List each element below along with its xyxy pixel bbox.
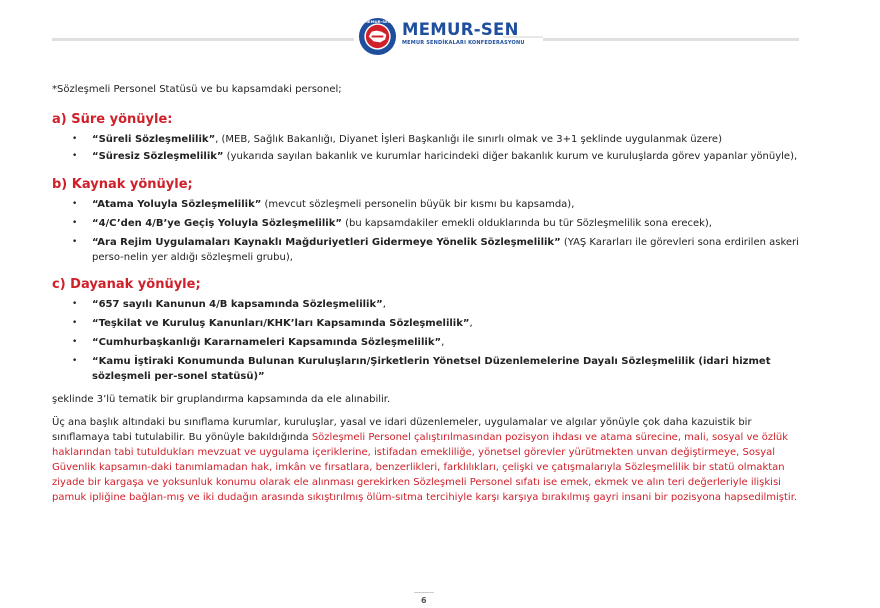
list-item: • “4/C’den 4/B’ye Geçiş Yoluyla Sözleşmelilik” (bu kapsamdakiler emekli olduklarında bu tür Sözleşmelilik sona erecek), bbox=[52, 216, 802, 231]
list-item: • “657 sayılı Kanunun 4/B kapsamında Sözleşmelilik”, bbox=[52, 297, 802, 312]
section-list-c bbox=[52, 297, 802, 384]
logo-ring-text: MEMUR-SEN bbox=[364, 19, 391, 25]
list-item: • “Ara Rejim Uygulamaları Kaynaklı Mağduriyetleri Gidermeye Yönelik Sözleşmelilik” (YAŞ Kararları ile görevleri sona erdirilen askeri perso-nelin yer aldığı sözleşmeli grubu), bbox=[52, 235, 802, 265]
page-number-rule bbox=[414, 592, 434, 593]
section-heading-a: a) Süre yönüyle: bbox=[52, 112, 173, 127]
list-item: • “Süreli Sözleşmelilik”, (MEB, Sağlık Bakanlığı, Diyanet İşleri Başkanlığı ile sınırlı olmak ve 3+1 şeklinde uygulanmak üzere) bbox=[52, 132, 802, 147]
section-list-b bbox=[52, 197, 802, 265]
list-item: • “Atama Yoluyla Sözleşmelilik” (mevcut sözleşmeli personelin büyük bir kısmı bu kapsamda), bbox=[52, 197, 802, 212]
section-heading-c: c) Dayanak yönüyle; bbox=[52, 277, 201, 292]
section-heading-b: b) Kaynak yönüyle; bbox=[52, 177, 193, 192]
brand-block bbox=[402, 21, 525, 46]
closing-highlight-text: Sözleşmeli Personel çalıştırılmasından pozisyon ihdası ve atama sürecine, mali, sosyal ve özlük haklarından tabi tutuldukları mevzuat ve uygulama içeriklerine, istifadan emekliliğe, yönetsel görevler yürütmekten unvan değiştirmeye, Sosyal Güvenlik kapsamın-daki tanımlamadan hak, imkân ve fırsatlara, benzerlikleri, farklılıkları, çelişki ve çatışmalarıyla Sözleşmelilik bir statü olmaktan ziyade bir kargaşa ve yoksunluk konumu olarak ele alınması gerekirken Sözleşmeli Personel sıfatı ise emek, ekmek ve alın teri değerleriyle ilişkisi pamuk ipliğine bağlan-mış ve iki dudağın arasında sıkıştırılmış ölüm-sıtma tercihiyle karşı karşıya bırakılmış gayri insani bir pozisyona hapsedilmiştir. bbox=[52, 432, 798, 503]
memur-sen-logo-icon bbox=[358, 17, 397, 56]
brand-subtitle: MEMUR SENDİKALARI KONFEDERASYONU bbox=[402, 40, 525, 46]
list-item: • “Süresiz Sözleşmelilik” (yukarıda sayılan bakanlık ve kurumlar haricindeki diğer bakanlık kurum ve kuruluşlarda görev yapanlar yönüyle), bbox=[52, 149, 802, 164]
list-item: • “Cumhurbaşkanlığı Kararnameleri Kapsamında Sözleşmelilik”, bbox=[52, 335, 802, 350]
intro-text: *Sözleşmeli Personel Statüsü ve bu kapsamdaki personel; bbox=[52, 84, 342, 95]
header-rule-left bbox=[52, 38, 354, 41]
document-body bbox=[52, 82, 802, 505]
list-item: • “Teşkilat ve Kuruluş Kanunları/KHK’ları Kapsamında Sözleşmelilik”, bbox=[52, 316, 802, 331]
brand-name: MEMUR-SEN bbox=[402, 20, 519, 39]
closing-paragraph bbox=[52, 415, 802, 505]
summary-text: şeklinde 3’lü tematik bir gruplandırma kapsamında da ele alınabilir. bbox=[52, 394, 391, 405]
list-item: • “Kamu İştiraki Konumunda Bulunan Kuruluşların/Şirketlerin Yönetsel Düzenlemelerine Dayalı Sözleşmelilik (idari hizmet sözleşmeli per-sonel statüsü)” bbox=[52, 354, 802, 384]
section-list-a bbox=[52, 132, 802, 164]
header-rule-right bbox=[543, 38, 799, 41]
closing-normal-text: Üç ana başlık altındaki bu sınıflama kurumlar, kuruluşlar, yasal ve idari düzenlemeler, uygulamalar ve algılar yönüyle çok daha kazuistik bir sınıflamaya tabi tutulabilir. Bu yönüyle bakıldığında bbox=[52, 417, 752, 443]
page-number: 6 bbox=[421, 596, 427, 605]
